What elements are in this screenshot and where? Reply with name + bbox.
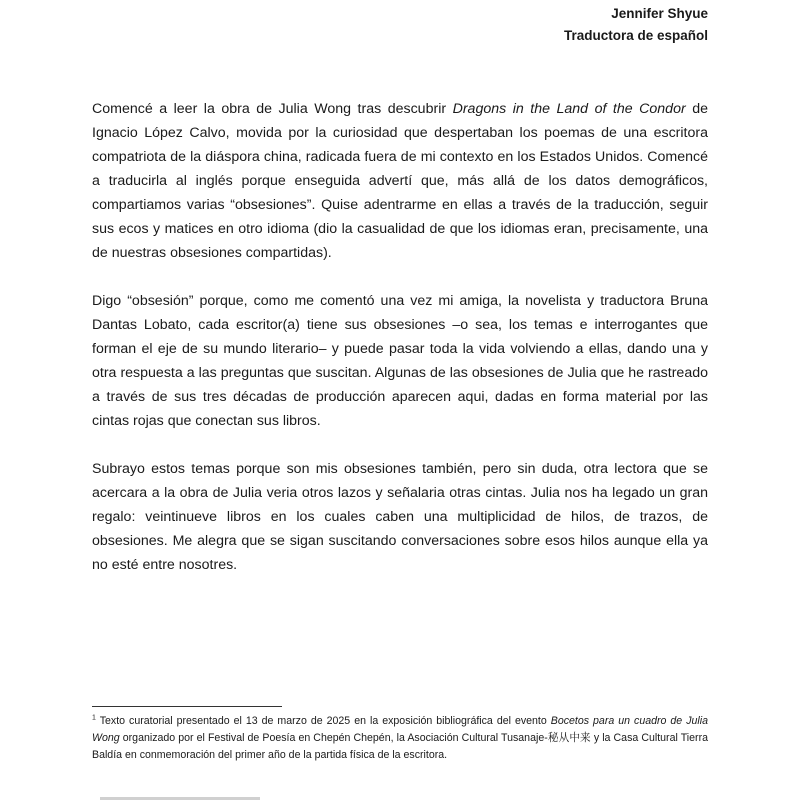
paragraph-1 xyxy=(92,97,708,265)
author-block xyxy=(564,3,708,47)
book-title: Dragons in the Land of the Condor xyxy=(452,101,686,117)
essay-body xyxy=(92,97,708,601)
author-name: Jennifer Shyue xyxy=(611,6,708,21)
footnote-divider xyxy=(92,706,282,707)
event-title: Bocetos para un cuadro de Julia Wong xyxy=(92,715,708,744)
footnote-marker: 1 xyxy=(92,714,96,722)
footnote xyxy=(92,713,708,764)
paragraph-3: Subrayo estos temas porque son mis obsesiones también, pero sin duda, otra lectora que se acercara a la obra de Julia veria otros lazos y señalaria otras cintas. Julia nos ha legado un gran regalo: veintinueve libros en los cuales caben una multiplicidad de hilos, de trazos, de obsesiones. Me alegra que se sigan suscitando conversaciones sobre esos hilos aunque ella ya no esté entre nosotres. xyxy=(92,461,708,573)
footnote-end: organizado por el Festival de Poesía en Chepén Chepén, la Asociación Cultural Tusanaje-秘从中来 y la Casa Cultural Tierra Baldía en conmemoración del primer año de la partida física de la escritora. xyxy=(92,732,708,761)
paragraph-1-end: de Ignacio López Calvo, movida por la curiosidad que despertaban los poemas de una escritora compatriota de la diáspora china, radicada fuera de mi contexto en los Estados Unidos. Comencé a traducirla al inglés porque enseguida advertí que, más allá de los datos demográficos, compartiamos varias “obsesiones”. Quise adentrarme en ellas a través de la traducción, seguir sus ecos y matices en otro idioma (dio la casualidad de que los idiomas eran, precisamente, una de nuestras obsesiones compartidas). xyxy=(92,101,708,261)
paragraph-2: Digo “obsesión” porque, como me comentó una vez mi amiga, la novelista y traductora Bruna Dantas Lobato, cada escritor(a) tiene sus obsesiones –o sea, los temas e interrogantes que forman el eje de su mundo literario– y puede pasar toda la vida volviendo a ellas, dando una y otra respuesta a las preguntas que suscitan. Algunas de las obsesiones de Julia que he rastreado a través de sus tres décadas de producción aparecen aqui, dadas en forma material por las cintas rojas que conectan sus libros. xyxy=(92,293,708,429)
paragraph-1-start: Comencé a leer la obra de Julia Wong tras descubrir xyxy=(92,101,453,117)
footnote-start: Texto curatorial presentado el 13 de marzo de 2025 en la exposición bibliográfica del evento xyxy=(95,715,551,727)
author-role: Traductora de español xyxy=(563,28,708,43)
